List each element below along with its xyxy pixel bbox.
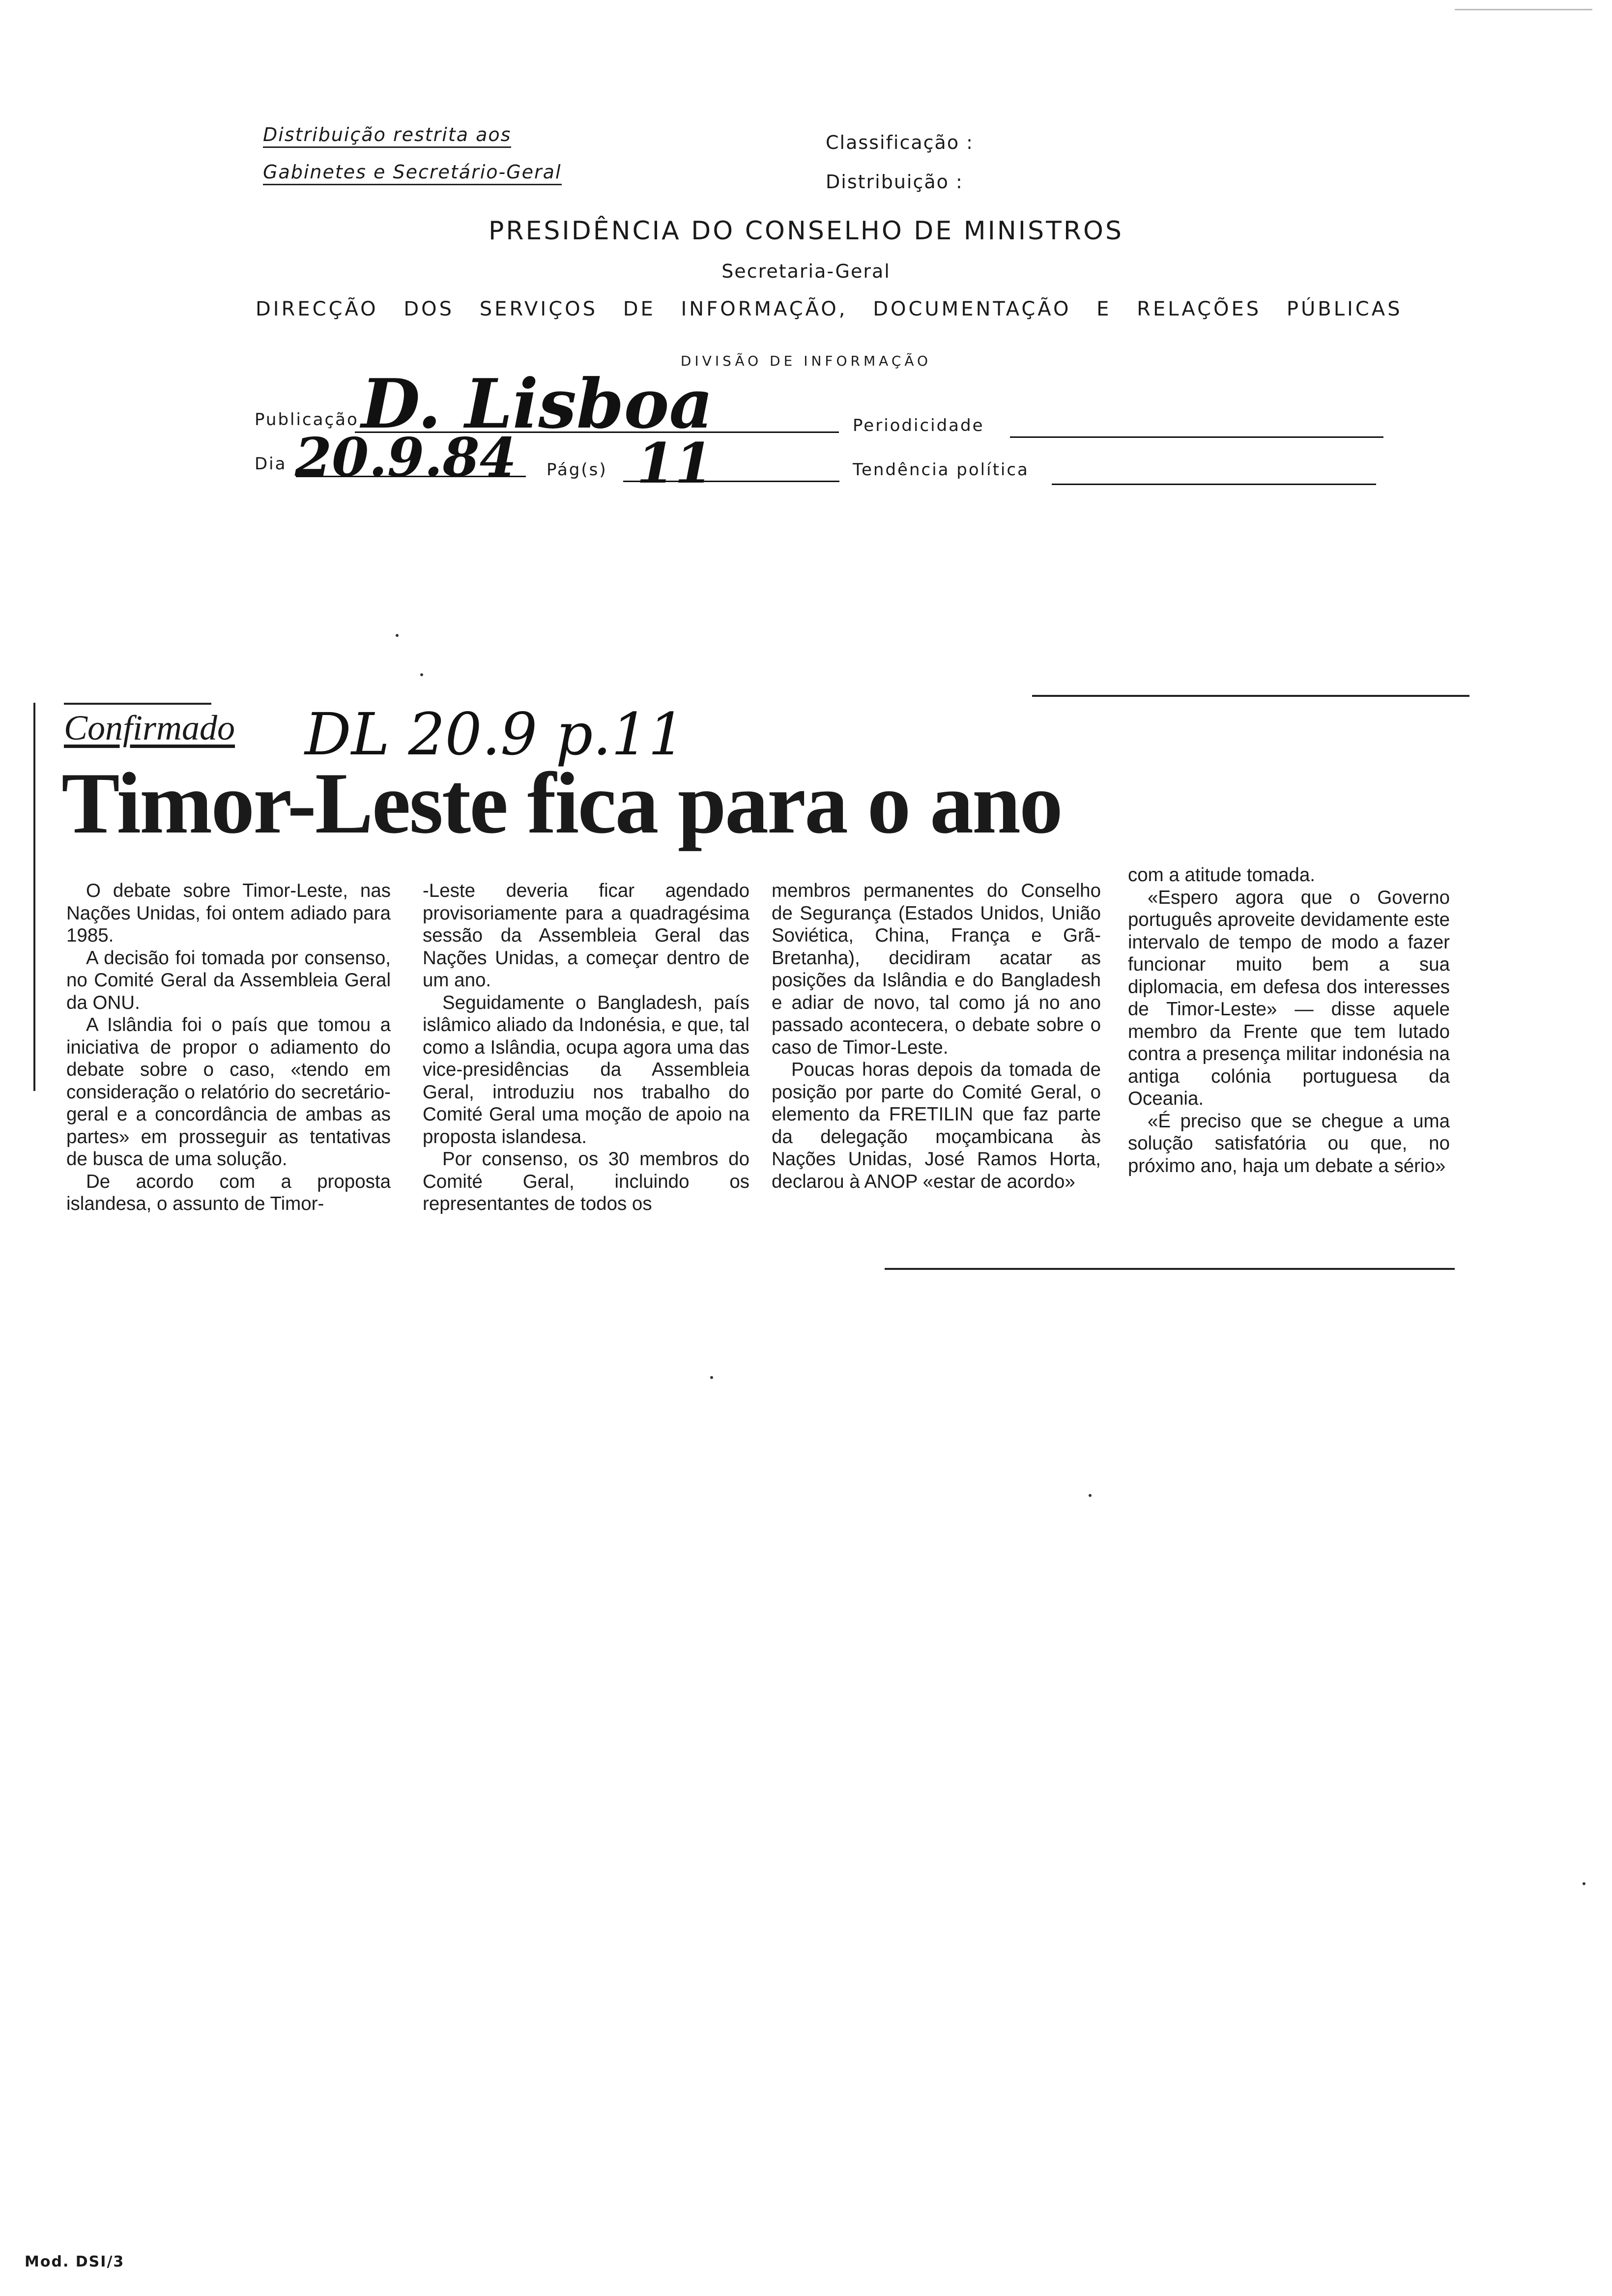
form-code: Mod. DSI/3 [25, 2253, 125, 2270]
scan-speck [420, 673, 423, 676]
article-column-3 [772, 880, 1101, 1193]
periodicidade-line [1010, 436, 1383, 438]
paragraph: -Leste deveria ficar agendado provisoriamente para a quadragésima sessão da Assembleia Geral das Nações Unidas, a começar dentro de um ano. [423, 880, 749, 991]
publicacao-handwritten-value: D. Lisboa [361, 364, 713, 444]
secretaria-geral: Secretaria-Geral [721, 260, 891, 282]
direccao-servicos: DIRECÇÃO DOS SERVIÇOS DE INFORMAÇÃO, DOCUMENTAÇÃO E RELAÇÕES PÚBLICAS [256, 298, 1403, 320]
dia-handwritten-value: 20.9.84 [295, 427, 517, 488]
scan-speck [1583, 1882, 1585, 1885]
handwritten-source-note: DL 20.9 p.11 [305, 700, 685, 768]
paragraph: com a atitude tomada. [1128, 864, 1315, 886]
article-column-2 [423, 880, 749, 1215]
divisao-informacao: DIVISÃO DE INFORMAÇÃO [680, 353, 932, 369]
restriction-line-1: Distribuição restrita aos [263, 124, 511, 148]
classificacao-label: Classificação : [826, 132, 974, 153]
scan-speck [710, 1376, 713, 1379]
scan-edge-mark [1455, 9, 1592, 10]
article-kicker: Confirmado [64, 708, 235, 747]
paragraph: «É preciso que se chegue a uma solução satisfatória ou que, no próximo ano, haja um debate a sério» [1128, 1110, 1450, 1177]
paragraph: O debate sobre Timor-Leste, nas Nações Unidas, foi ontem adiado para 1985. [66, 880, 391, 946]
clipping-left-border [33, 703, 35, 1091]
presidency-title: PRESIDÊNCIA DO CONSELHO DE MINISTROS [489, 216, 1123, 246]
paragraph: A Islândia foi o país que tomou a iniciativa de propor o adiamento do debate sobre o caso, «tendo em consideração o relatório do secretário-geral e a concordância de ambas as partes» em prosseguir as tentativas de busca de uma solução. [66, 1014, 391, 1170]
paragraph: membros permanentes do Conselho de Segurança (Estados Unidos, União Soviética, China, França e Grã-Bretanha), decidiram acatar as posições da Islândia e do Bangladesh e adiar de novo, tal como já no ano passado acontecera, o debate sobre o caso de Timor-Leste. [772, 880, 1101, 1058]
paragraph: «Espero agora que o Governo português aproveite devidamente este intervalo de tempo de modo a fazer funcionar muito bem a sua diplomacia, em defesa dos interesses de Timor-Leste» — disse aquele membro da Frente que tem lutado contra a presença militar indonésia na antiga colónia portuguesa da Oceania. [1128, 887, 1450, 1109]
clipping-top-rule [1032, 695, 1469, 697]
paragraph: Seguidamente o Bangladesh, país islâmico aliado da Indonésia, e que, tal como a Islândia, ocupa agora uma das vice-presidências da Assembleia Geral, introduziu nos trabalho do Comité Geral uma moção de apoio na proposta islandesa. [423, 992, 749, 1148]
paragraph: Por consenso, os 30 membros do Comité Geral, incluindo os representantes de todos os [423, 1148, 749, 1214]
pags-label: Pág(s) [547, 460, 607, 480]
restriction-line-2: Gabinetes e Secretário-Geral [263, 161, 562, 185]
article-headline: Timor-Leste fica para o ano [61, 754, 1062, 852]
paragraph: A decisão foi tomada por consenso, no Comité Geral da Assembleia Geral da ONU. [66, 947, 391, 1013]
scan-speck [396, 634, 399, 637]
paragraph: De acordo com a proposta islandesa, o assunto de Timor- [66, 1171, 391, 1214]
tendencia-label: Tendência política [853, 460, 1029, 480]
kicker-top-rule [64, 703, 211, 705]
pags-handwritten-value: 11 [636, 431, 713, 496]
publicacao-label: Publicação [255, 410, 359, 430]
article-column-4 [1128, 864, 1450, 1177]
clipping-bottom-rule [885, 1268, 1455, 1270]
paragraph: Poucas horas depois da tomada de posição por parte do Comité Geral, o elemento da FRETILIN que faz parte da delegação moçambicana às Nações Unidas, José Ramos Horta, declarou à ANOP «estar de acordo» [772, 1059, 1101, 1192]
article-column-1 [66, 880, 391, 1215]
scan-speck [1089, 1494, 1092, 1497]
dia-label: Dia [255, 454, 287, 474]
tendencia-line [1052, 484, 1376, 485]
periodicidade-label: Periodicidade [853, 416, 984, 435]
distribuicao-label: Distribuição : [826, 171, 963, 193]
